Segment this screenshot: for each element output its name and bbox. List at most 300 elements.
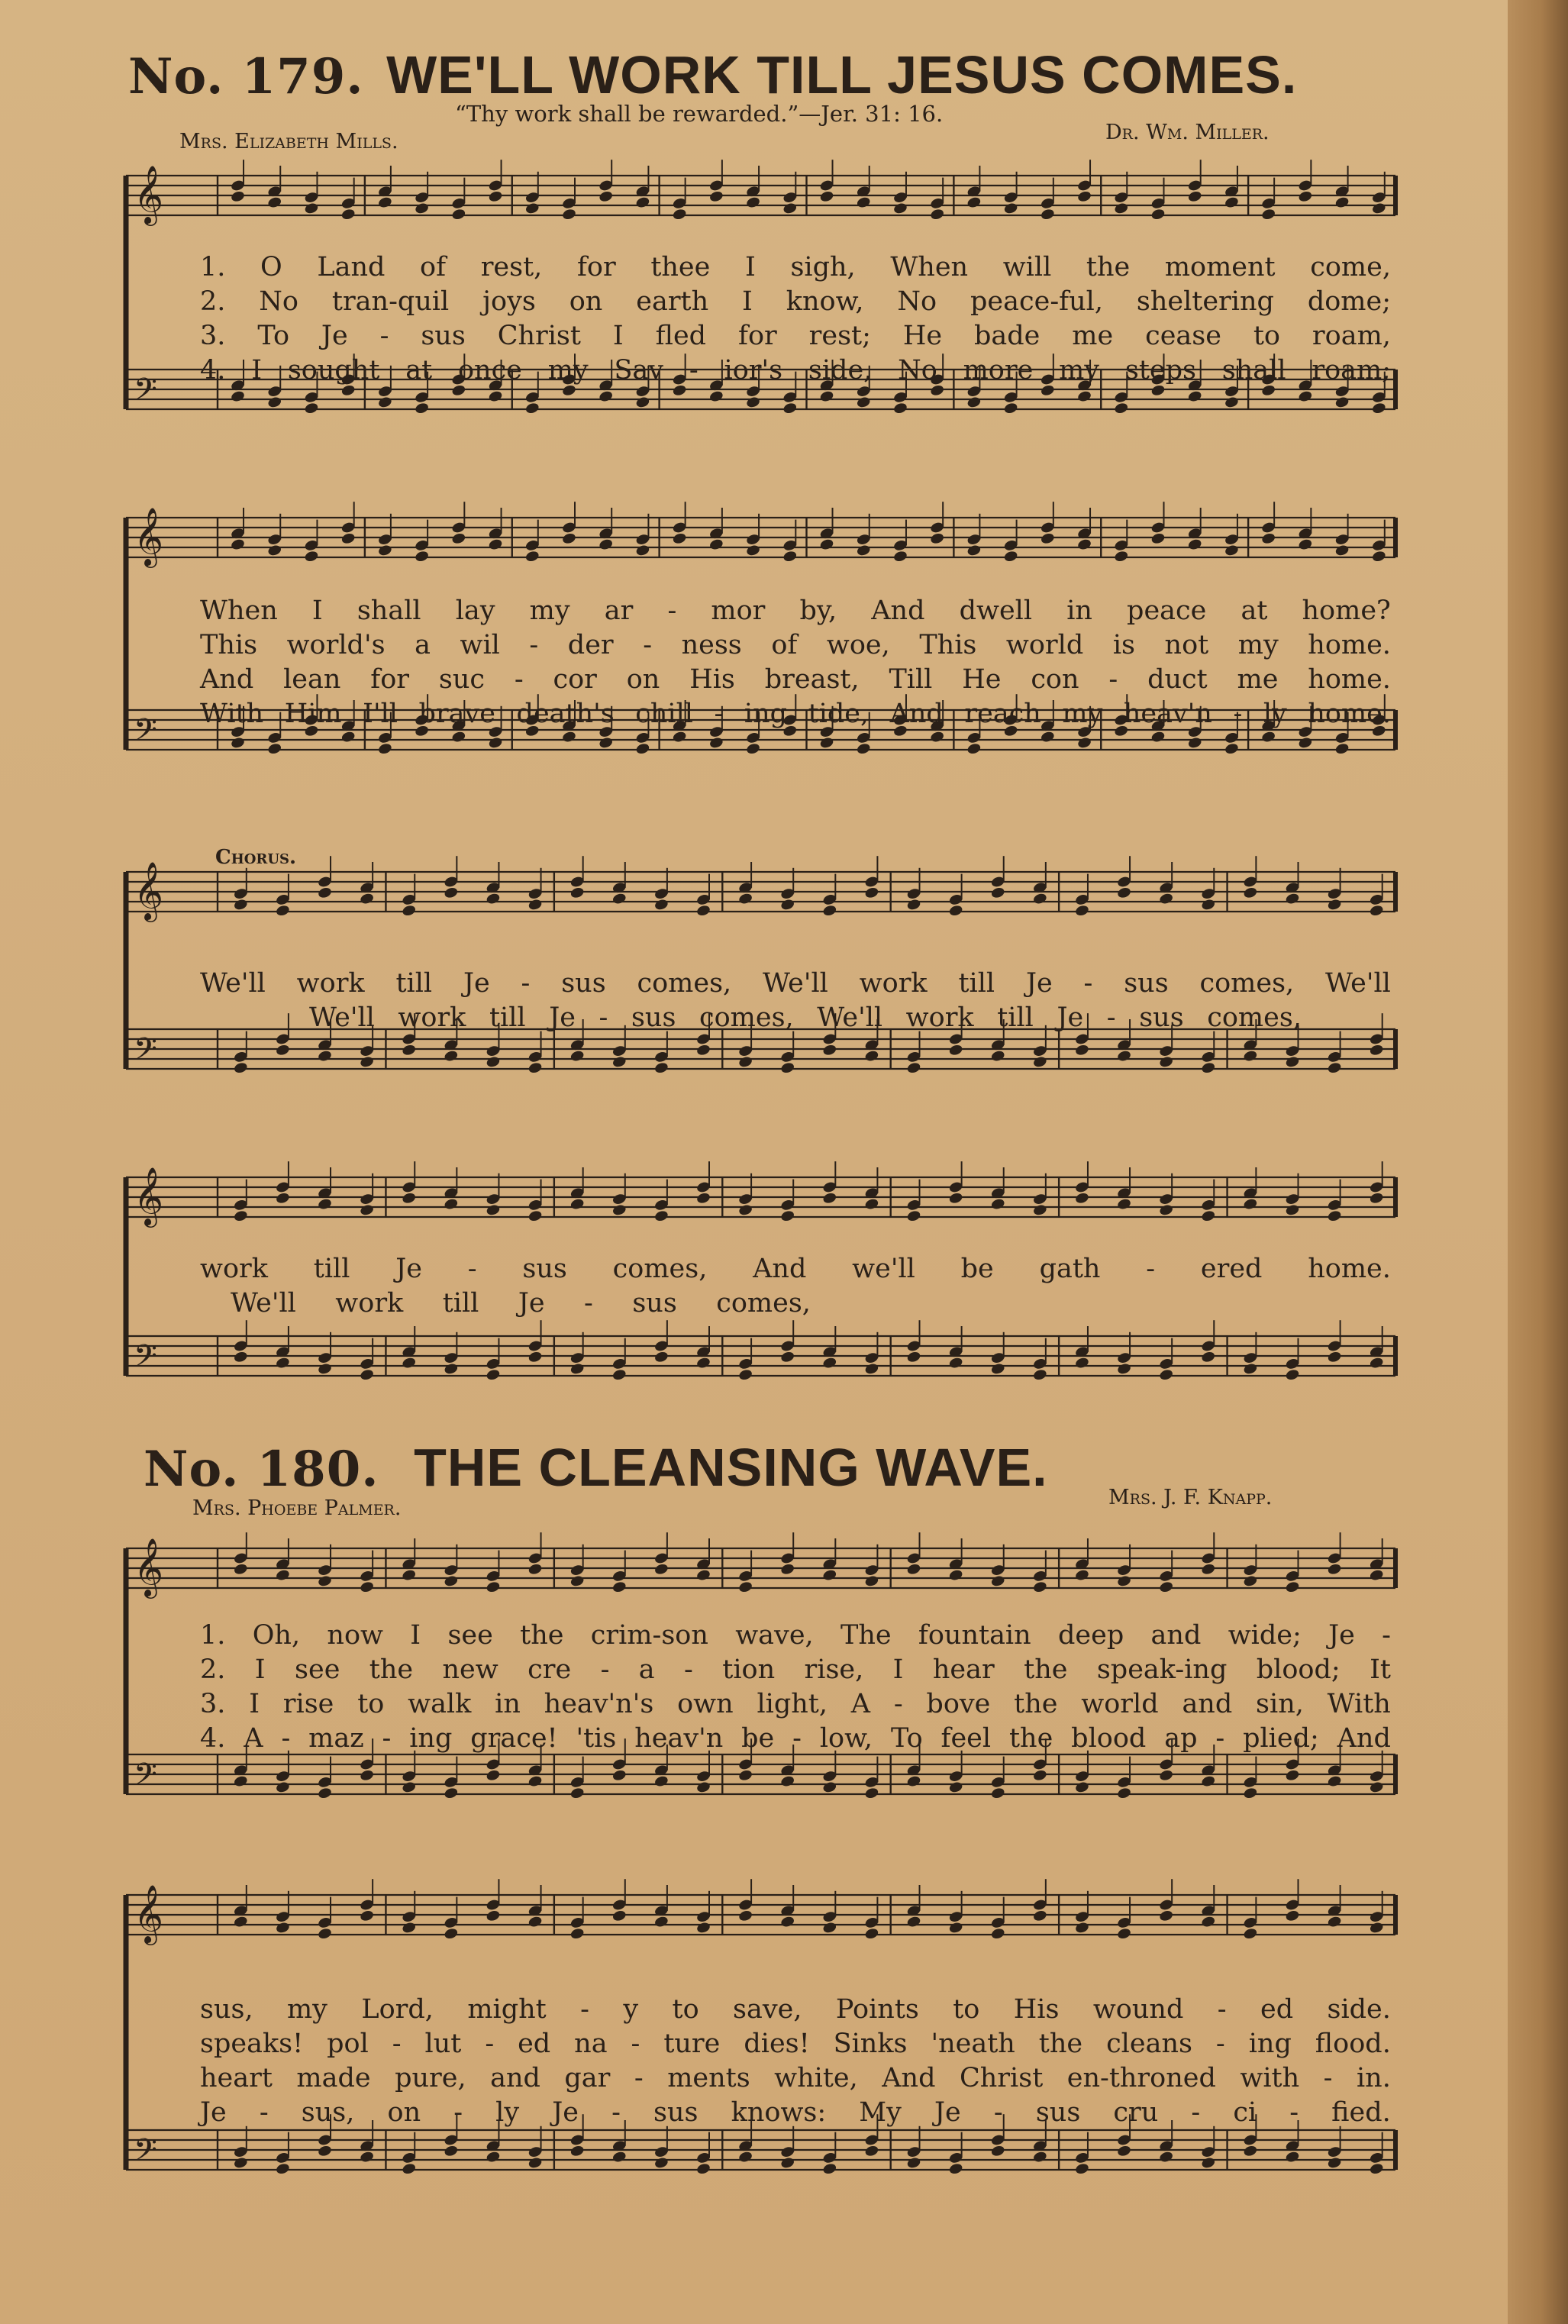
note-head [635,395,650,408]
note-head [653,1351,669,1364]
note-head [340,731,356,744]
lyric-syllable: der [567,630,614,660]
note-head [1285,1203,1300,1216]
scripture-reference: “Thy work shall be rewarded.”—Jer. 31: 16. [455,101,944,127]
note-head [1327,1209,1342,1222]
lyric-syllable: A [244,1723,263,1754]
lyric-syllable: His [689,664,735,695]
note-head [653,1775,669,1788]
note-head [822,1780,837,1793]
lyric-syllable: rest, [480,252,543,282]
lyric-syllable: know, [786,286,864,317]
note-head [611,1909,627,1922]
lyric-syllable: sus, [200,1994,253,2025]
note-head [340,532,356,545]
note-head [611,1203,627,1216]
note-head [1369,1780,1384,1793]
note-head [275,1044,290,1057]
lyric-syllable: wide; [1228,1620,1302,1651]
note-head [822,1192,837,1205]
note-head [1261,532,1276,545]
note-head [892,202,908,215]
note-head [444,1198,459,1211]
note-head [1285,2151,1300,2164]
lyric-syllable: - [631,2029,640,2059]
note-head [780,1351,795,1364]
lyric-syllable: light, [757,1689,828,1719]
note-head [695,1192,711,1205]
note-head [402,1921,417,1934]
note-head [672,208,687,221]
note-head [653,1916,669,1929]
treble-clef-icon: 𝄞 [134,1883,164,1943]
lyric-line [200,630,1391,660]
lyric-syllable: en-throned [1066,2063,1216,2093]
lyric-syllable: sus, [301,2097,355,2128]
lyric-syllable: Land [317,252,386,282]
lyric-syllable: a [638,1654,655,1685]
note-head [451,384,466,397]
note-head [360,1769,375,1782]
lyric-line [200,2097,1391,2128]
lyric-syllable: Sav [614,355,664,386]
note-head [1117,2145,1132,2158]
song-180-heading [144,1437,1048,1498]
note-head [611,1580,627,1593]
note-head [1003,202,1018,215]
lyric-syllable: con [1031,664,1079,695]
lyric-line [309,1002,1302,1033]
lyric-syllable: world's [286,630,386,660]
note-head [1159,1055,1174,1068]
lyric-syllable: - [643,630,653,660]
note-head [304,550,319,563]
note-head [233,1916,248,1929]
lyric-syllable: na [574,2029,608,2059]
note-head [695,1357,711,1370]
music-system [0,166,1508,495]
music-system [0,1160,1508,1443]
note-head [864,1574,879,1587]
music-system [0,846,1508,1151]
note-head [672,532,687,545]
note-head [1298,390,1313,403]
note-head [1243,1927,1258,1940]
lyric-syllable: Christ [497,321,581,351]
music-system [0,1870,1508,2283]
lyric-syllable: blood; [1256,1654,1341,1685]
treble-clef-icon: 𝄞 [134,860,164,920]
lyric-syllable: see [295,1654,340,1685]
note-head [635,544,650,557]
lyric-syllable: knows: [731,2097,827,2128]
note-head [1040,731,1055,744]
lyric-syllable: Christ [959,2063,1044,2093]
lyric-syllable: till [395,968,433,999]
lyric-syllable: now [327,1620,383,1651]
lyric-syllable: - [379,321,389,351]
note-head [275,1780,290,1793]
note-head [569,1787,585,1799]
note-head [275,1357,290,1370]
lyric-syllable: We'll [763,968,828,999]
lyric-syllable: lay [455,596,495,626]
lyric-syllable: my [286,1994,327,2025]
note-head [746,742,761,755]
note-head [966,196,982,209]
note-head [1201,1916,1216,1929]
note-head [1298,538,1313,551]
lyric-syllable: To [890,1723,923,1754]
lyric-syllable: my [1062,699,1103,729]
lyric-syllable: new [442,1654,498,1685]
lyric-syllable: be [960,1254,994,1284]
lyric-syllable: He [962,664,1002,695]
note-head [402,1569,417,1582]
composer-credit: Dr. Wm. Miller. [1105,121,1270,144]
lyric-syllable: my [1059,355,1100,386]
note-head [1334,395,1350,408]
lyric-syllable: not [1164,630,1209,660]
treble-clef-icon: 𝄞 [134,1166,164,1225]
lyric-syllable: We'll [231,1288,296,1319]
note-head [569,1198,585,1211]
note-head [1201,1351,1216,1364]
note-head [402,1780,417,1793]
lyric-syllable: in [1066,596,1092,626]
lyric-syllable: ture [663,2029,721,2059]
lyric-syllable: ed [518,2029,551,2059]
lyric-syllable: And [200,664,254,695]
song-title: THE CLEANSING WAVE. [414,1438,1048,1497]
lyric-syllable: sus [522,1254,567,1284]
lyric-syllable: With [200,699,264,729]
lyric-syllable: rise [282,1689,334,1719]
song-number: No. 180. [144,1441,379,1498]
note-head [1243,1574,1258,1587]
note-head [486,1909,501,1922]
lyric-syllable: death's [516,699,615,729]
note-head [738,2151,753,2164]
note-head [1077,390,1092,403]
lyric-syllable: gar [564,2063,611,2093]
song-number: No. 179. [128,48,364,105]
note-head [598,390,614,403]
note-head [1298,190,1313,203]
lyric-syllable: peace-ful, [970,286,1103,317]
lyric-syllable: 4. [200,355,226,386]
note-head [1040,384,1055,397]
lyric-syllable: tide, [808,699,869,729]
lyric-syllable: gath [1039,1254,1101,1284]
lyric-syllable: dwell [959,596,1033,626]
lyric-syllable: the [1024,1654,1068,1685]
note-head [317,1574,332,1587]
note-head [1187,538,1202,551]
lyric-syllable: tion [722,1654,776,1685]
lyric-syllable: pol [327,2029,369,2059]
note-head [819,736,834,749]
lyric-line [200,321,1391,351]
lyric-syllable: - [1217,1994,1227,2025]
lyric-syllable: wound [1092,1994,1184,2025]
lyric-syllable: till [313,1254,350,1284]
lyric-syllable: - [600,1654,610,1685]
lyric-syllable: - [684,1654,693,1685]
note-head [1327,1916,1342,1929]
note-head [653,898,669,911]
lyric-syllable: my [1237,630,1279,660]
note-head [402,1357,417,1370]
note-head [695,2162,711,2175]
note-head [360,1909,375,1922]
note-head [948,1569,963,1582]
note-head [561,731,576,744]
note-head [275,1921,290,1934]
note-head [486,1769,501,1782]
lyric-syllable: Je [463,968,490,999]
note-head [780,1775,795,1788]
lyric-syllable: comes, [612,1254,708,1284]
note-head [738,1055,753,1068]
note-head [966,395,982,408]
note-head [1371,550,1386,563]
note-head [524,402,540,415]
note-head [1032,1055,1047,1068]
lyric-syllable: roam; [1312,355,1391,386]
lyricist-credit: Mrs. Elizabeth Mills. [179,130,398,153]
lyric-syllable: sheltering [1136,286,1274,317]
lyric-syllable: - [453,2097,463,2128]
note-head [738,1769,753,1782]
note-head [738,1203,753,1216]
lyric-syllable: plied; [1243,1723,1319,1754]
lyric-syllable: 4. [200,1723,226,1754]
note-head [782,402,798,415]
note-head [966,742,982,755]
lyric-syllable: with [1240,2063,1300,2093]
note-head [1243,2145,1258,2158]
lyric-syllable: dies! [744,2029,810,2059]
note-head [402,1192,417,1205]
note-head [230,736,245,749]
bass-clef-icon: 𝄢 [134,712,157,755]
note-head [402,904,417,917]
note-head [611,1368,627,1381]
note-head [708,538,724,551]
lyric-syllable: home? [1302,596,1391,626]
lyric-syllable: of [420,252,447,282]
lyric-syllable: Je [321,321,348,351]
note-head [569,1574,585,1587]
lyric-syllable: for [737,321,777,351]
note-head [738,1580,753,1593]
lyric-syllable: the [369,1654,414,1685]
note-head [561,532,576,545]
note-head [906,1775,921,1788]
lyric-syllable: This [919,630,977,660]
lyric-line [200,2063,1391,2093]
note-head [819,190,834,203]
note-head [780,2156,795,2169]
lyric-syllable: Je [549,1002,576,1033]
lyric-line [200,1654,1391,1685]
lyric-syllable: roam, [1312,321,1391,351]
note-head [1032,1909,1047,1922]
lyric-syllable: 3. [200,1689,226,1719]
note-head [569,1050,585,1063]
lyric-syllable: Je [552,2097,579,2128]
lyric-syllable: heav'n's [544,1689,654,1719]
lyric-syllable: ing [744,699,788,729]
lyric-syllable: the [520,1620,564,1651]
lyric-syllable: world [1005,630,1084,660]
lyric-syllable: The [840,1620,892,1651]
lyric-syllable: lean [283,664,341,695]
note-head [561,384,576,397]
lyric-syllable: sin, [1256,1689,1304,1719]
page-edge [1508,0,1568,2324]
note-head [402,2162,417,2175]
lyric-line [200,1620,1391,1651]
note-head [948,1921,963,1934]
lyric-syllable: To [257,321,290,351]
lyric-syllable: work [335,1288,404,1319]
note-head [1369,1569,1384,1582]
lyric-line [200,699,1391,729]
lyric-syllable: come, [1310,252,1391,282]
note-head [1334,544,1350,557]
note-head [930,532,945,545]
note-head [528,1916,543,1929]
note-head [780,1209,795,1222]
lyric-syllable: on [387,2097,421,2128]
note-head [780,1563,795,1576]
note-head [738,1368,753,1381]
lyric-syllable: - [281,1723,291,1754]
note-head [819,538,834,551]
note-head [275,1569,290,1582]
note-head [360,1055,375,1068]
lyric-syllable: - [467,1254,477,1284]
note-head [930,731,945,744]
note-head [377,742,392,755]
lyric-syllable: home. [1308,699,1391,729]
lyric-syllable: shall [1221,355,1286,386]
lyric-syllable: is [1112,630,1135,660]
note-head [948,1780,963,1793]
note-head [892,402,908,415]
note-head [1032,2151,1047,2164]
lyric-syllable: reach [964,699,1041,729]
lyric-syllable: me [1237,664,1279,695]
note-head [317,1362,332,1375]
lyric-syllable: - [1382,1620,1391,1651]
note-head [528,1351,543,1364]
note-head [864,1050,879,1063]
lyric-syllable: sus [632,1288,677,1319]
lyric-syllable: - [1083,968,1093,999]
lyric-syllable: might [467,1994,547,2025]
lyric-line [200,1254,1391,1284]
lyric-syllable: bove [926,1689,991,1719]
note-head [1369,904,1384,917]
lyric-syllable: 1. [200,252,226,282]
lyric-syllable: the [1038,2029,1083,2059]
note-head [856,742,871,755]
note-head [1117,1787,1132,1799]
note-head [528,1775,543,1788]
note-head [966,544,982,557]
lyric-syllable: I [410,1620,421,1651]
lyric-syllable: And [1337,1723,1391,1754]
lyric-syllable: on [569,286,603,317]
lyric-syllable: and [1182,1689,1233,1719]
note-head [780,1916,795,1929]
note-head [782,550,798,563]
note-head [1243,1787,1258,1799]
note-head [360,1368,375,1381]
lyric-syllable: ior's [724,355,783,386]
note-head [233,1209,248,1222]
lyric-syllable: chill [635,699,693,729]
lyric-syllable: maz [308,1723,364,1754]
lyric-syllable: ered [1200,1254,1263,1284]
lyric-syllable: in [495,1689,521,1719]
lyric-syllable: home. [1308,1254,1391,1284]
note-head [990,1198,1005,1211]
note-head [1032,1203,1047,1216]
music-system [0,505,1508,834]
note-head [856,395,871,408]
bass-clef-icon: 𝄢 [134,1756,157,1799]
lyric-syllable: I [311,596,323,626]
note-head [444,886,459,899]
lyric-syllable: - [392,2029,402,2059]
note-head [1369,2162,1384,2175]
note-head [340,384,356,397]
lyric-syllable: No [898,355,937,386]
note-head [782,202,798,215]
note-head [528,1061,543,1074]
lyric-syllable: work [905,1002,974,1033]
lyric-syllable: me [1072,321,1114,351]
lyric-syllable: - [1191,2097,1201,2128]
lyric-syllable: duct [1147,664,1208,695]
note-head [990,1787,1005,1799]
treble-clef-icon: 𝄞 [134,1537,164,1596]
lyric-syllable: flood. [1315,2029,1391,2059]
note-head [304,402,319,415]
note-head [1003,550,1018,563]
note-head [1298,736,1313,749]
lyric-syllable: woe, [826,630,890,660]
treble-clef-icon: 𝄞 [134,164,164,224]
note-head [1150,731,1166,744]
note-head [233,1061,248,1074]
note-head [695,1569,711,1582]
note-head [598,736,614,749]
lyric-syllable: be [741,1723,775,1754]
note-head [267,196,282,209]
lyric-syllable: breast, [764,664,860,695]
note-head [1117,1362,1132,1375]
lyric-syllable: sus [653,2097,699,2128]
note-head [486,1055,501,1068]
note-head [1114,402,1129,415]
note-head [864,886,879,899]
note-head [1285,892,1300,905]
